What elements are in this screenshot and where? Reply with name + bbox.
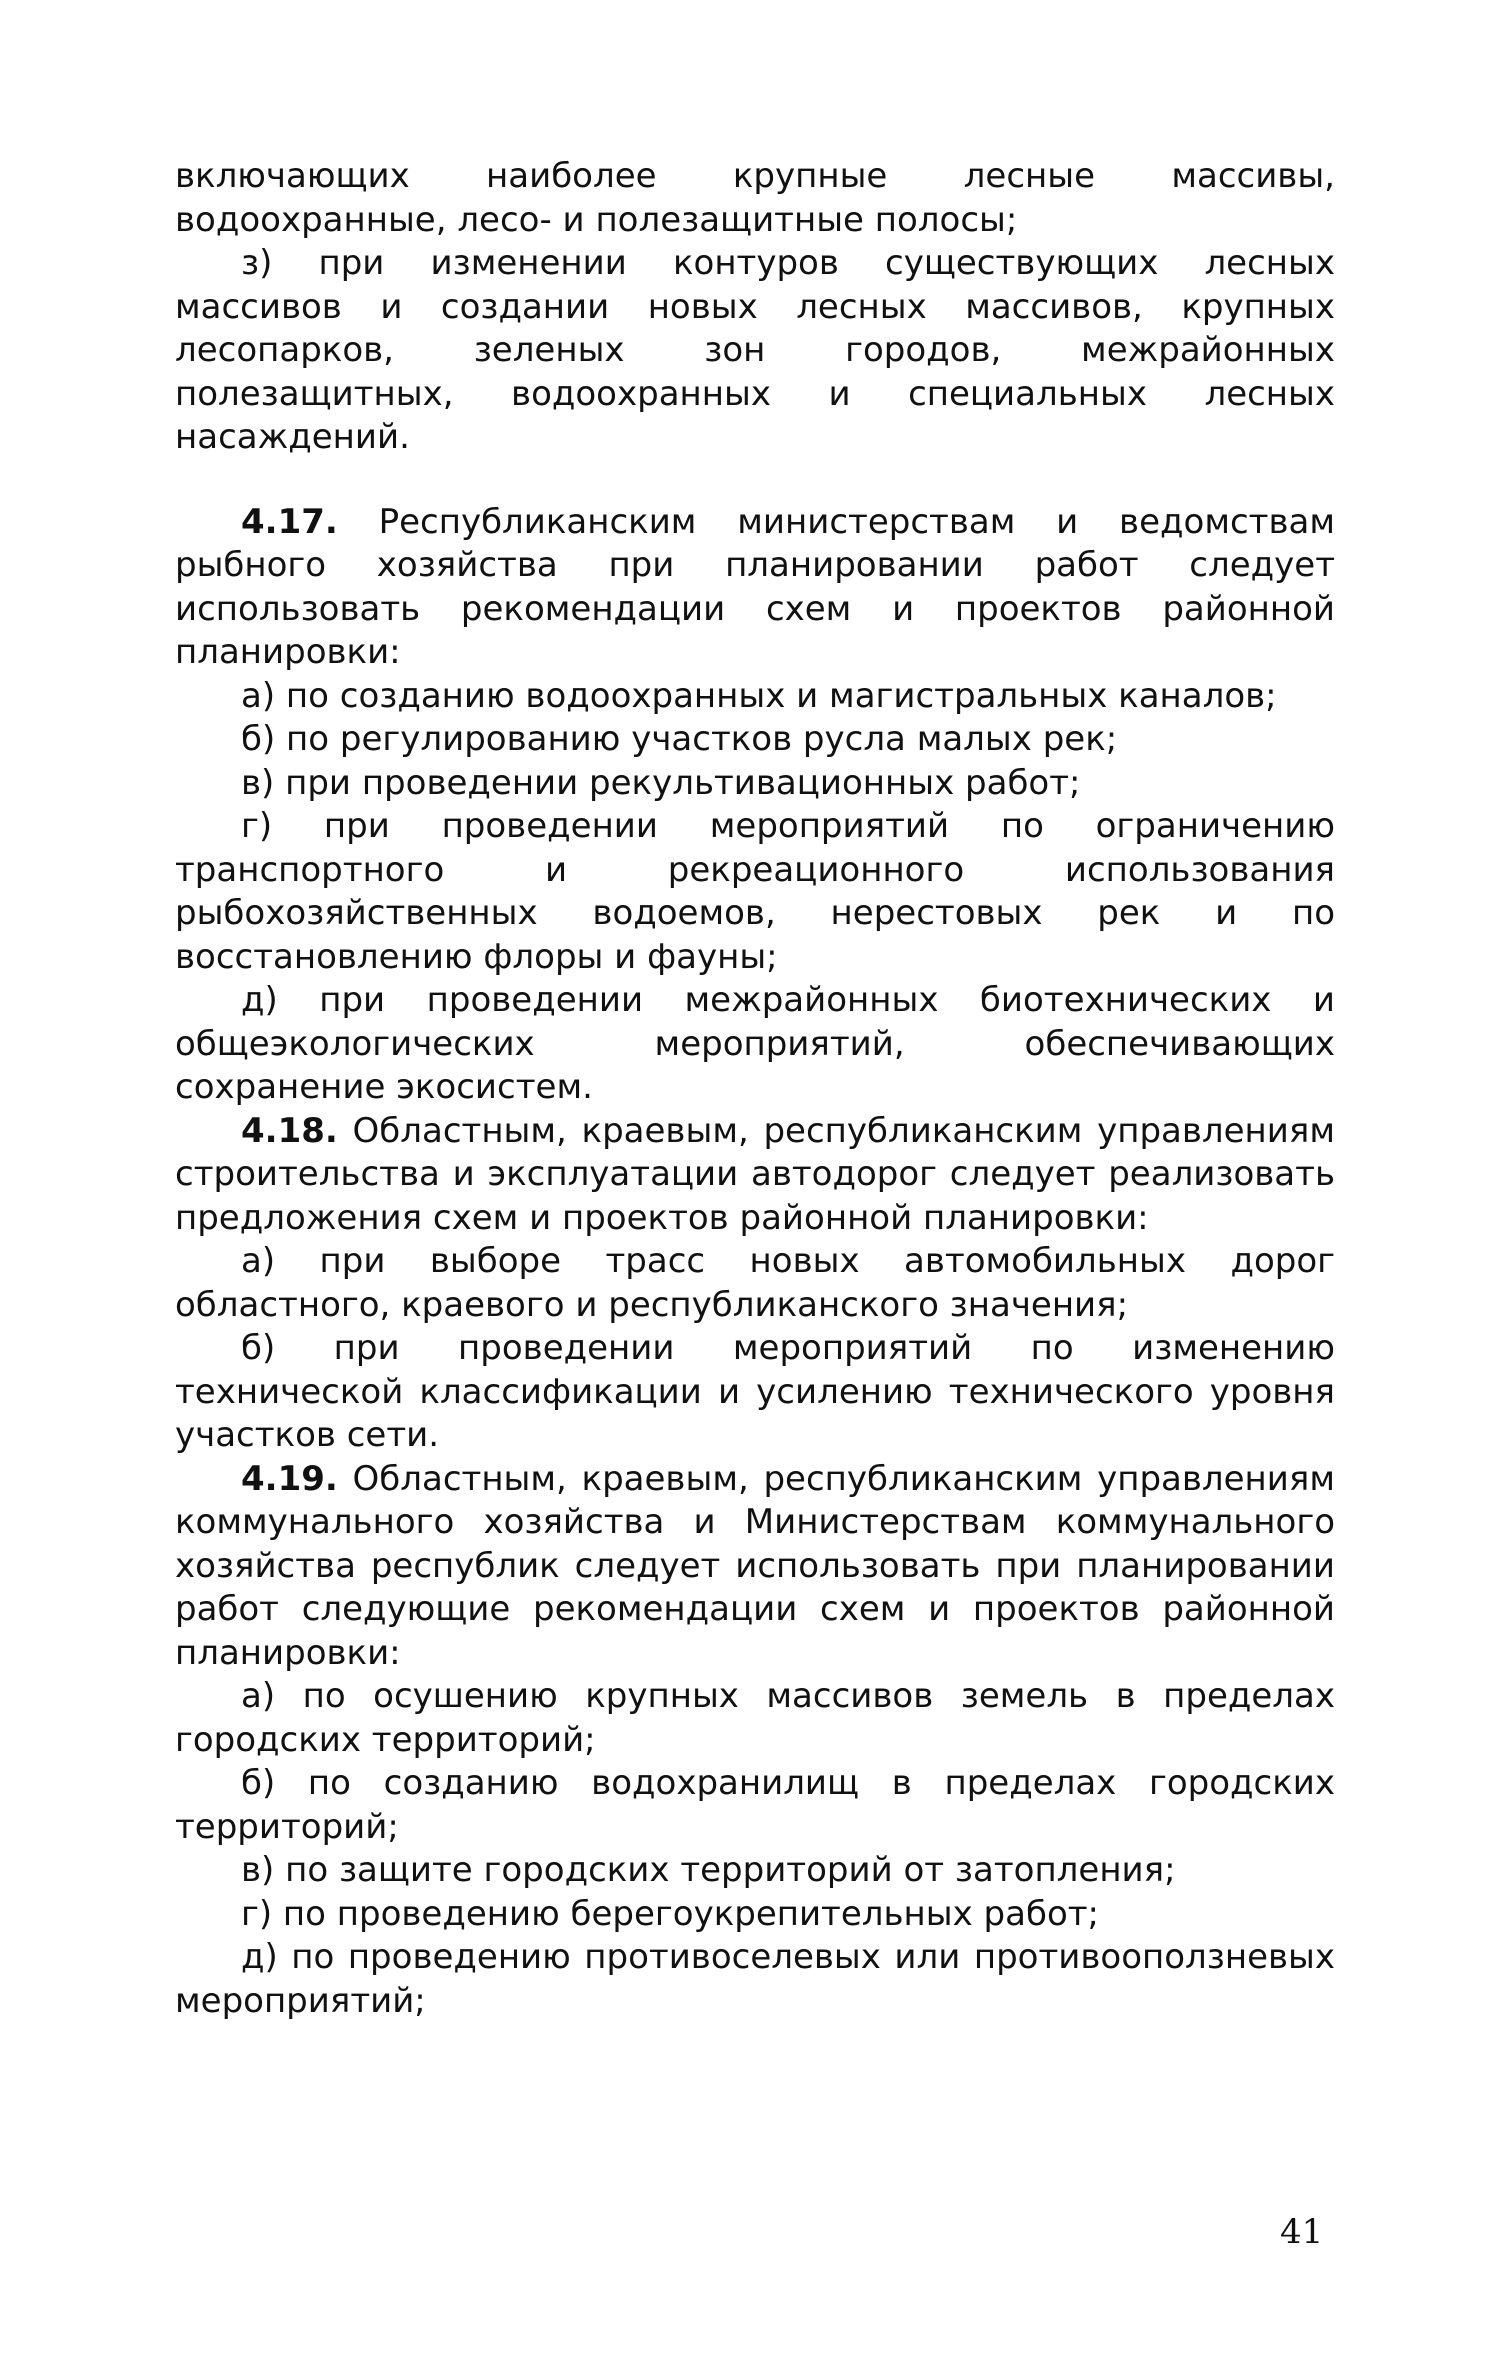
paragraph-text: Республиканским министерствам и ведомствам рыбного хозяйства при планировании работ следует использовать рекомендации схем и проектов районной планировки: — [175, 501, 1335, 672]
paragraph — [175, 1893, 1335, 1937]
paragraph-text: в) по защите городских территорий от затопления; — [241, 1850, 1176, 1890]
paragraph — [175, 1762, 1335, 1849]
page-body — [175, 155, 1335, 2023]
paragraph-text: Областным, краевым, республиканским управлениям строительства и эксплуатации автодорог следует реализовать предложения схем и проектов районной планировки: — [175, 1110, 1335, 1238]
paragraph-text: д) при проведении межрайонных биотехнических и общеэкологических мероприятий, обеспечивающих сохранение экосистем. — [175, 980, 1335, 1107]
paragraph — [175, 718, 1335, 762]
paragraph — [175, 1936, 1335, 2023]
paragraph-text: а) по созданию водоохранных и магистральных каналов; — [241, 675, 1277, 716]
paragraph-text: а) по осушению крупных массивов земель в пределах городских территорий; — [175, 1676, 1335, 1760]
page-number: 41 — [1280, 2212, 1324, 2252]
paragraph — [175, 979, 1335, 1110]
paragraph — [175, 1240, 1335, 1327]
paragraph — [175, 762, 1335, 806]
paragraph-text: а) при выборе трасс новых автомобильных дорог областного, краевого и республиканского значения; — [175, 1241, 1335, 1325]
paragraph-text: б) при проведении мероприятий по изменению технической классификации и усилению технического уровня участков сети. — [175, 1328, 1335, 1455]
paragraph — [175, 1458, 1335, 1676]
paragraph — [175, 1110, 1335, 1241]
paragraph-text: включающих наиболее крупные лесные массивы, водоохранные, лесо- и полезащитные полосы; — [175, 156, 1335, 240]
paragraph — [175, 675, 1335, 719]
paragraph-text: г) при проведении мероприятий по ограничению транспортного и рекреационного использования рыбохозяйственных водоемов, нерестовых рек и по восстановлению флоры и фауны; — [175, 806, 1335, 977]
paragraph-text: д) по проведению противоселевых или противооползневых мероприятий; — [175, 1937, 1335, 2021]
paragraph — [175, 155, 1335, 242]
paragraph — [175, 805, 1335, 979]
paragraph — [175, 1849, 1335, 1893]
paragraph-text: б) по созданию водохранилищ в пределах городских территорий; — [175, 1763, 1335, 1847]
paragraph — [175, 1327, 1335, 1458]
paragraph — [175, 242, 1335, 460]
paragraph-text: Областным, краевым, республиканским управлениям коммунального хозяйства и Министерствам коммунального хозяйства республик следует использовать при планировании работ следующие рекомендации схем и проектов районной планировки: — [175, 1458, 1335, 1673]
paragraph — [175, 1675, 1335, 1762]
clause-number: 4.19. — [241, 1458, 338, 1499]
paragraph-text: в) при проведении рекультивационных работ; — [241, 762, 1081, 803]
clause-number: 4.17. — [241, 501, 338, 542]
paragraph — [175, 501, 1335, 675]
clause-number: 4.18. — [241, 1110, 338, 1151]
paragraph-text: г) по проведению берегоукрепительных работ; — [241, 1893, 1100, 1934]
paragraph-text: б) по регулированию участков русла малых рек; — [241, 719, 1118, 759]
paragraph-text: з) при изменении контуров существующих лесных массивов и создании новых лесных массивов, крупных лесопарков, зеленых зон городов, межрайонных полезащитных, водоохранных и специальных лесных насаждений. — [175, 243, 1335, 457]
